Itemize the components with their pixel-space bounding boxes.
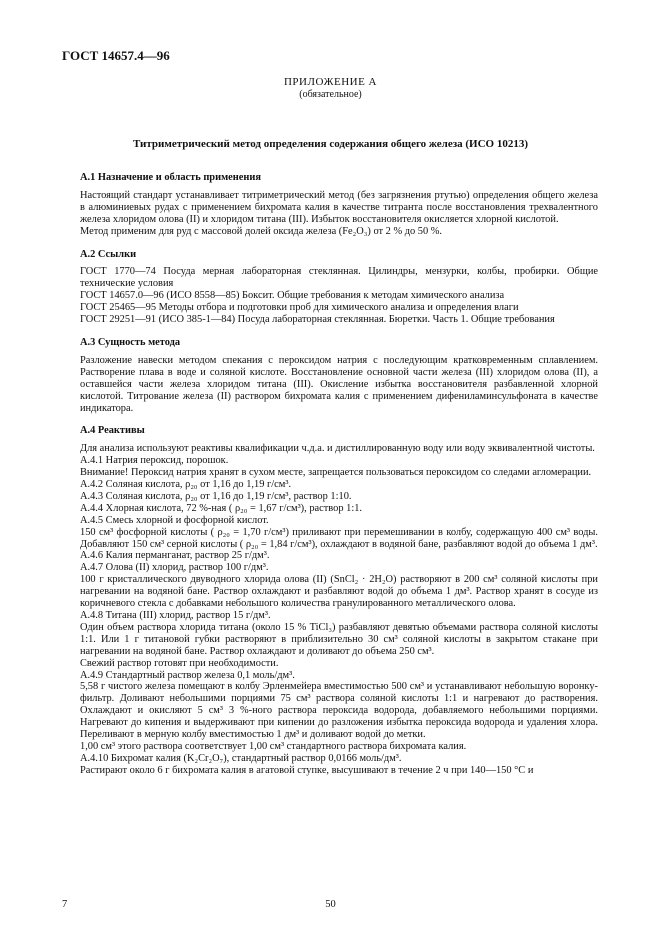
list-item: Один объем раствора хлорида титана (около 15 % TiCl₃) разбавляют девятью объемами раствора соляной кислоты 1:1. Или 1 г титановой губки растворяют в приблизительно 30 см³ соляной кислоты в закрытом стакане при нагревании на водяной бане. Раствор охлаждают и доливают до объема 250 см³. xyxy=(80,621,598,657)
standard-header: ГОСТ 14657.4—96 xyxy=(62,48,170,63)
appendix-title: ПРИЛОЖЕНИЕ А xyxy=(283,76,377,88)
list-item: А.4.6 Калия перманганат, раствор 25 г/дм³. xyxy=(80,550,270,562)
list-item: А.4.5 Смесь хлорной и фосфорной кислот. xyxy=(80,514,269,526)
list-item: Свежий раствор готовят при необходимости. xyxy=(80,657,279,669)
appendix-note: (обязательное) xyxy=(299,89,362,100)
section-heading: А.2 Ссылки xyxy=(80,248,137,260)
reference-item: ГОСТ 25465—95 Методы отбора и подготовки проб для химического анализа и определения влаги xyxy=(80,302,519,314)
section-heading: А.4 Реактивы xyxy=(80,425,145,437)
page-number: 50 xyxy=(325,899,336,910)
list-item: А.4.9 Стандартный раствор железа 0,1 моль/дм³. xyxy=(80,669,295,681)
list-item: 1,00 см³ этого раствора соответствует 1,00 см³ стандартного раствора бихромата калия. xyxy=(80,740,467,752)
document-body xyxy=(80,172,598,777)
list-item: Внимание! Пероксид натрия хранят в сухом месте, запрещается пользоваться пероксидом со следами агломерации. xyxy=(80,467,592,479)
list-item: А.4.1 Натрия пероксид, порошок. xyxy=(80,455,229,467)
list-item: А.4.8 Титана (III) хлорид, раствор 15 г/дм³. xyxy=(80,610,271,621)
paragraph: Разложение навески методом спекания с пероксидом натрия с последующим кратковременным сплавлением. Растворение плава в воде и соляной кислоте. Восстановление основной части железа (III) хлоридом олова (II), а оставшейся части железа хлоридом титана (III). Окисление избытка восстановителя разбавленной хлорной кислотой. Титрование железа (II) раствором бихромата калия с применением дифениламинсульфоната в качестве индикатора. xyxy=(80,354,598,414)
section-heading: А.1 Назначение и область применения xyxy=(80,172,261,183)
list-item: 150 см³ фосфорной кислоты ( ρ₂₀ = 1,70 г/см³) приливают при перемешивании в колбу, содержащую 400 см³ воды. Добавляют 150 см³ серной кислоты ( ρ₂₀ = 1,84 г/см³), охлаждают в водяной бане, разбавляют водой до объема 1 дм³. xyxy=(80,526,598,550)
footer-left-number: 7 xyxy=(62,899,68,910)
list-item: А.4.3 Соляная кислота, ρ₂₀ от 1,16 до 1,19 г/см³, раствор 1:10. xyxy=(80,490,352,502)
paragraph: Для анализа используют реактивы квалификации ч.д.а. и дистиллированную воду или воду эквивалентной чистоты. xyxy=(80,443,595,455)
reference-item: ГОСТ 1770—74 Посуда мерная лабораторная стеклянная. Цилиндры, мензурки, колбы, пробирки. Общие технические условия xyxy=(80,266,598,290)
section-heading: А.3 Сущность метода xyxy=(80,336,181,348)
list-item: А.4.2 Соляная кислота, ρ₂₀ от 1,16 до 1,19 г/см³. xyxy=(80,479,292,491)
list-item: А.4.4 Хлорная кислота, 72 %-ная ( ρ₂₀ = 1,67 г/см³), раствор 1:1. xyxy=(80,502,362,514)
reference-item: ГОСТ 14657.0—96 (ИСО 8558—85) Боксит. Общие требования к методам химического анализа xyxy=(80,290,505,302)
reference-item: ГОСТ 29251—91 (ИСО 385-1—84) Посуда лабораторная стеклянная. Бюретки. Часть 1. Общие требования xyxy=(80,314,555,326)
document-title: Титриметрический метод определения содержания общего железа (ИСО 10213) xyxy=(132,138,529,150)
list-item: Растирают около 6 г бихромата калия в агатовой ступке, высушивают в течение 2 ч при 140—150 °С и xyxy=(80,764,534,776)
list-item: 5,58 г чистого железа помещают в колбу Эрленмейера вместимостью 500 см³ и устанавливают небольшую воронку-фильтр. Доливают небольшими порциями 75 см³ раствора соляной кислоты 1:1 и нагревают до растворения. Охлаждают и окисляют 5 см³ 3 %-ного раствора пероксида водорода, добавляемого небольшими порциями. Нагревают до кипения и выдерживают при кипении до разложения избытка пероксида водорода и удаления хлора. Переливают в мерную колбу вместимостью 1 дм³ и доливают водой до метки. xyxy=(80,681,598,741)
list-item: А.4.7 Олова (II) хлорид, раствор 100 г/дм³. xyxy=(80,562,269,574)
paragraph: Настоящий стандарт устанавливает титриметрический метод (без загрязнения ртутью) определения общего железа в алюминиевых рудах с применением бихромата калия в качестве титранта после восстановления трехвалентного железа хлоридом олова (II) и хлоридом титана (III). Избыток восстановителя окисляется хлорной кислотой. xyxy=(80,189,598,225)
list-item: А.4.10 Бихромат калия (K₂Cr₂O₇), стандартный раствор 0,0166 моль/дм³. xyxy=(80,752,402,764)
list-item: 100 г кристаллического двуводного хлорида олова (II) (SnCl₂ · 2H₂O) растворяют в 200 см³ соляной кислоты при нагревании на водяной бане. Раствор охлаждают и разбавляют водой до объема 1 дм³. Раствор хранят в сосуде из коричневого стекла с добавками небольшого количества гранулированного металлического олова. xyxy=(80,574,598,610)
paragraph: Метод применим для руд с массовой долей оксида железа (Fe₂O₃) от 2 % до 50 %. xyxy=(80,225,443,237)
